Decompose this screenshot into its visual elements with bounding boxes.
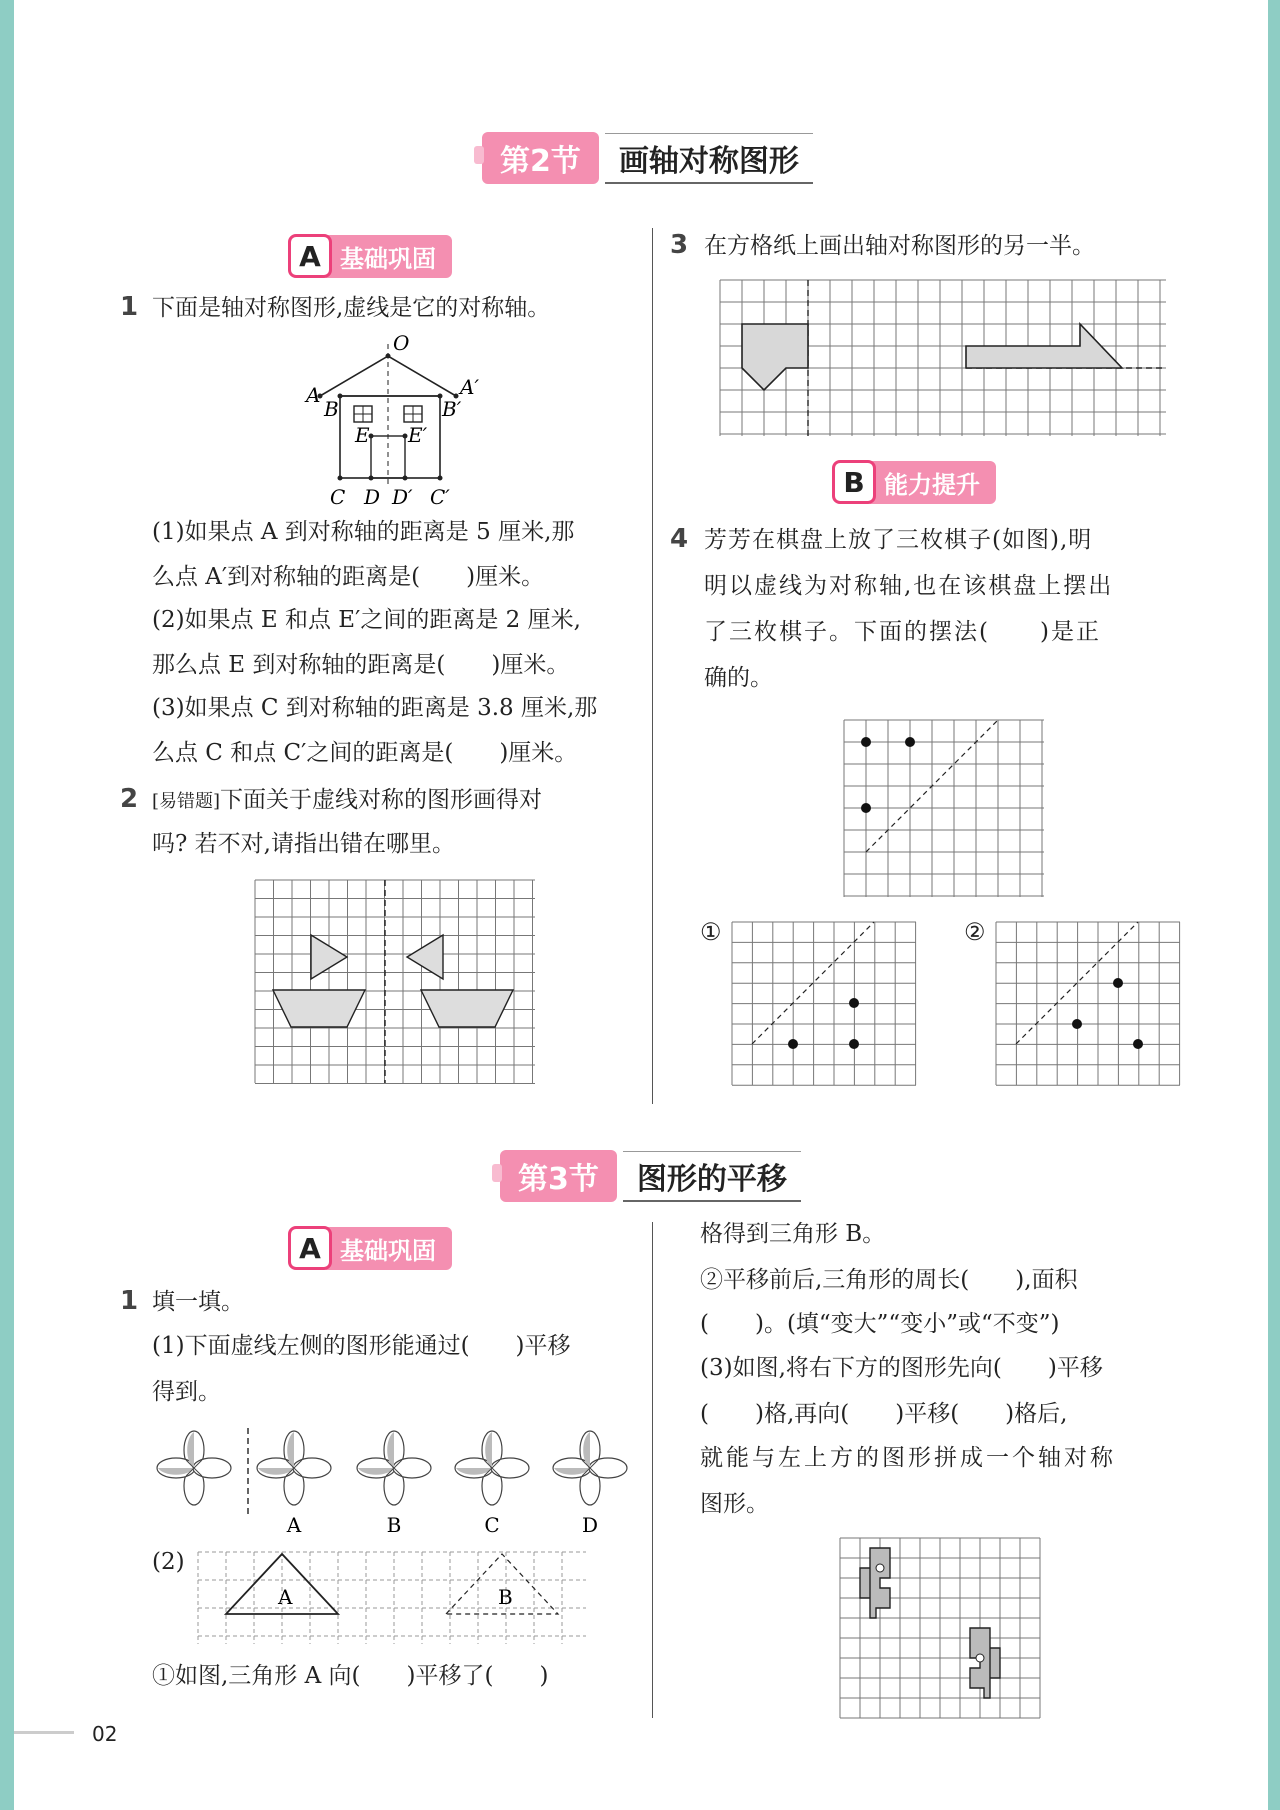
q4-line: 芳芳在棋盘上放了三枚棋子(如图),明 <box>704 527 1093 553</box>
right-edge-strip <box>1268 0 1280 1810</box>
label-a: A <box>306 383 321 407</box>
s3-right-line: ( )格,再向( )平移( )格后, <box>700 1401 1068 1427</box>
label-e: E <box>355 423 370 447</box>
option-1-label: ① <box>700 918 722 946</box>
q1-line: (1)如果点 A 到对称轴的距离是 5 厘米,那 <box>152 519 575 545</box>
q4-line: 了三枚棋子。下面的摆法( )是正 <box>704 619 1101 645</box>
badge-basic <box>288 234 452 278</box>
translation-grid <box>198 1552 586 1644</box>
error-tag: [易错题] <box>152 791 221 812</box>
option-2-label: ② <box>964 918 986 946</box>
q1-line: 么点 A′到对称轴的距离是( )厘米。 <box>152 564 545 590</box>
house-figure <box>300 331 500 509</box>
flower-b <box>357 1431 431 1505</box>
s3-right-line: ②平移前后,三角形的周长( ),面积 <box>700 1267 1078 1293</box>
q2-text: 下面关于虚线对称的图形画得对 <box>220 787 543 813</box>
flower-original <box>157 1431 231 1505</box>
question-number: 1 <box>120 292 139 322</box>
question-number: 2 <box>120 784 139 814</box>
left-edge-strip <box>0 0 14 1810</box>
label-d: D <box>364 485 381 509</box>
part-2-label: (2) <box>152 1549 185 1575</box>
section-number: 第2节 <box>482 132 599 184</box>
q1-line: (3)如果点 C 到对称轴的距离是 3.8 厘米,那 <box>152 695 598 721</box>
question-number: 3 <box>670 230 689 260</box>
label-o: O <box>393 331 410 355</box>
q1-line: 那么点 E 到对称轴的距离是( )厘米。 <box>152 652 570 678</box>
q2-line <box>152 778 542 824</box>
choice-a: A <box>286 1513 302 1537</box>
q4-line: 确的。 <box>704 665 773 691</box>
label-c: C <box>330 485 346 509</box>
car-grid <box>840 1538 1040 1718</box>
section-name: 画轴对称图形 <box>605 133 813 184</box>
s3-right-line: 格得到三角形 B。 <box>700 1221 886 1247</box>
label-a-prime: A′ <box>460 375 479 399</box>
q2-line: 吗? 若不对,请指出错在哪里。 <box>152 831 455 857</box>
label-e-prime: E′ <box>408 423 428 447</box>
badge-ability <box>832 460 996 504</box>
badge-letter: A <box>288 1226 332 1270</box>
triangle-a-label: A <box>278 1585 293 1609</box>
chessboard-option-2 <box>996 922 1180 1085</box>
column-divider <box>652 228 653 1104</box>
badge-text: 基础巩固 <box>326 1227 452 1270</box>
choice-b: B <box>386 1513 402 1537</box>
column-divider <box>652 1222 653 1718</box>
section-number: 第3节 <box>500 1150 617 1202</box>
choice-d: D <box>581 1513 599 1537</box>
badge-basic <box>288 1226 452 1270</box>
label-c-prime: C′ <box>430 485 450 509</box>
q1-line: 么点 C 和点 C′之间的距离是( )厘米。 <box>152 740 578 766</box>
section-2-title <box>482 132 813 184</box>
page-number: 02 <box>92 1722 118 1746</box>
choice-c: C <box>484 1513 500 1537</box>
s3-right-line: (3)如图,将右下方的图形先向( )平移 <box>700 1355 1103 1381</box>
flower-a <box>257 1431 331 1505</box>
badge-letter: A <box>288 234 332 278</box>
label-d-prime: D′ <box>392 485 413 509</box>
symmetry-grid <box>720 280 1166 436</box>
chessboard-main <box>844 720 1044 897</box>
s3-right-line: 就能与左上方的图形拼成一个轴对称 <box>700 1445 1116 1471</box>
question-stem: 填一填。 <box>152 1289 244 1315</box>
q1-line: (2)如果点 E 和点 E′之间的距离是 2 厘米, <box>152 607 581 633</box>
badge-text: 基础巩固 <box>326 235 452 278</box>
flower-d <box>553 1431 627 1505</box>
s3-right-line: ( )。(填“变大”“变小”或“不变”) <box>700 1311 1060 1337</box>
question-stem: 下面是轴对称图形,虚线是它的对称轴。 <box>152 295 551 321</box>
badge-letter: B <box>832 460 876 504</box>
question-number: 4 <box>670 524 689 554</box>
badge-text: 能力提升 <box>870 461 996 504</box>
label-b: B <box>324 397 339 421</box>
flower-c <box>455 1431 529 1505</box>
label-b-prime: B′ <box>442 397 462 421</box>
q4-line: 明以虚线为对称轴,也在该棋盘上摆出 <box>704 573 1114 599</box>
s3-line: 得到。 <box>152 1379 221 1405</box>
s3-line: ①如图,三角形 A 向( )平移了( ) <box>152 1663 549 1689</box>
s3-line: (1)下面虚线左侧的图形能通过( )平移 <box>152 1333 571 1359</box>
s3-right-line: 图形。 <box>700 1491 769 1517</box>
section-name: 图形的平移 <box>623 1151 801 1202</box>
boat-grid <box>255 880 535 1083</box>
chessboard-option-1 <box>732 922 916 1085</box>
triangle-b-label: B <box>498 1585 513 1609</box>
question-stem: 在方格纸上画出轴对称图形的另一半。 <box>704 233 1095 259</box>
question-number: 1 <box>120 1286 139 1316</box>
section-3-title <box>500 1150 801 1202</box>
page-bar <box>14 1731 74 1734</box>
flower-row <box>156 1428 636 1538</box>
